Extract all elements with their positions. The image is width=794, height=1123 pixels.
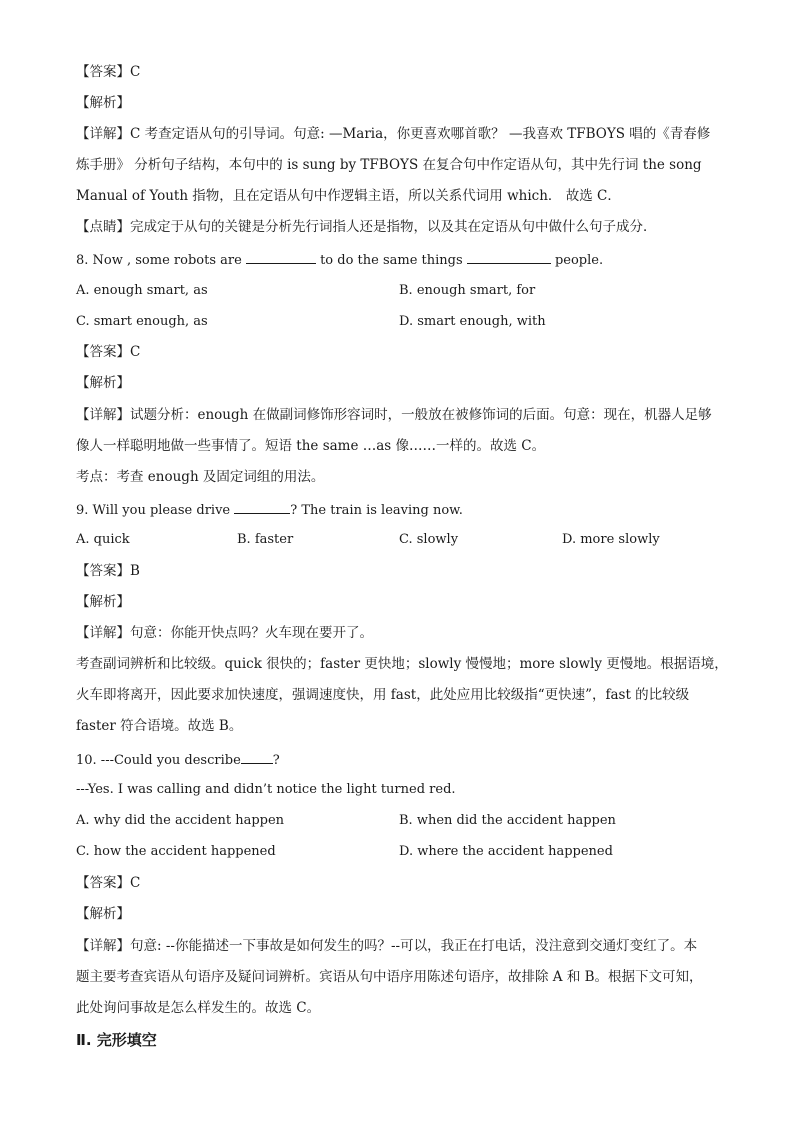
stem-part: people. (554, 253, 604, 268)
answer-blank (234, 499, 290, 514)
detail-text: 【详解】试题分析：enough 在做副词修饰形容词时，一般放在被修饰词的后面。句意：现在，机器人足够 (76, 407, 712, 423)
detail-text: 此处询问事故是怎么样发生的。故选 C。 (76, 1000, 321, 1016)
stem-part: 8. Now , some robots are (76, 253, 242, 268)
detail-text: 【详解】句意: --你能描述一下事故是如何发生的吗？--可以，我正在打电话，没注意到交通灯变红了。本 (76, 938, 698, 954)
detail-text: 火车即将离开，因此要求加快速度，强调速度快，用 fast，此处应用比较级指“更快速”，fast 的比较级 (76, 687, 690, 703)
option-c: C. smart enough, as (76, 314, 208, 329)
option-a: A. quick (76, 532, 130, 547)
stem-part: 9. Will you please drive (76, 503, 231, 518)
answer-label: 【答案】C (76, 875, 141, 891)
analysis-label: 【解析】 (76, 375, 130, 391)
stem-part: ? (272, 753, 280, 768)
option-d: D. more slowly (562, 532, 660, 547)
answer-label: 【答案】C (76, 344, 141, 360)
question-8-stem (76, 249, 726, 271)
analysis-label: 【解析】 (76, 594, 130, 610)
detail-text: 【详解】句意：你能开快点吗？火车现在要开了。 (76, 625, 373, 641)
question-9-stem (76, 499, 726, 521)
detail-text: 考查副词辨析和比较级。quick 很快的；faster 更快地；slowly 慢慢地；more slowly 更慢地。根据语境， (76, 656, 728, 672)
answer-blank (467, 249, 551, 264)
detail-text: 题主要考查宾语从句语序及疑问词辨析。宾语从句中语序用陈述句语序，故排除 A 和 B。根据下文可知， (76, 969, 703, 985)
option-b: B. enough smart, for (399, 283, 536, 298)
detail-text: 像人一样聪明地做一些事情了。短语 the same …as 像……一样的。故选 C。 (76, 438, 546, 454)
analysis-label: 【解析】 (76, 906, 130, 922)
option-c: C. how the accident happened (76, 844, 276, 859)
option-c: C. slowly (399, 532, 459, 547)
detail-text: Manual of Youth 指物，且在定语从句中作逻辑主语，所以关系代词用 which． 故选 C． (76, 188, 621, 204)
section-heading: Ⅱ. 完形填空 (76, 1031, 157, 1049)
option-d: D. smart enough, with (399, 314, 546, 329)
option-a: A. why did the accident happen (76, 813, 285, 828)
option-a: A. enough smart, as (76, 283, 208, 298)
kaodian-text: 考点：考查 enough 及固定词组的用法。 (76, 469, 325, 485)
stem-part: to do the same things (320, 253, 463, 268)
answer-label: 【答案】B (76, 563, 140, 579)
tip-text: 【点睛】完成定于从句的关键是分析先行词指人还是指物，以及其在定语从句中做什么句子成分． (76, 219, 657, 235)
option-b: B. when did the accident happen (399, 813, 616, 828)
stem-part: 10. ---Could you describe (76, 753, 241, 768)
analysis-label: 【解析】 (76, 95, 130, 111)
stem-part: ? The train is leaving now. (290, 503, 463, 518)
question-10-reply: ---Yes. I was calling and didn’t notice the light turned red. (76, 782, 456, 797)
answer-label: 【答案】C (76, 64, 141, 80)
question-10-stem (76, 749, 726, 771)
detail-text: 【详解】C 考查定语从句的引导词。句意: —Maria，你更喜欢哪首歌？ —我喜欢 TFBOYS 唱的《青春修 (76, 126, 711, 142)
detail-text: 炼手册》 分析句子结构，本句中的 is sung by TFBOYS 在复合句中作定语从句，其中先行词 the song (76, 157, 702, 173)
option-b: B. faster (237, 532, 294, 547)
answer-blank (241, 749, 273, 764)
answer-blank (246, 249, 316, 264)
detail-text: faster 符合语境。故选 B。 (76, 718, 243, 734)
option-d: D. where the accident happened (399, 844, 613, 859)
